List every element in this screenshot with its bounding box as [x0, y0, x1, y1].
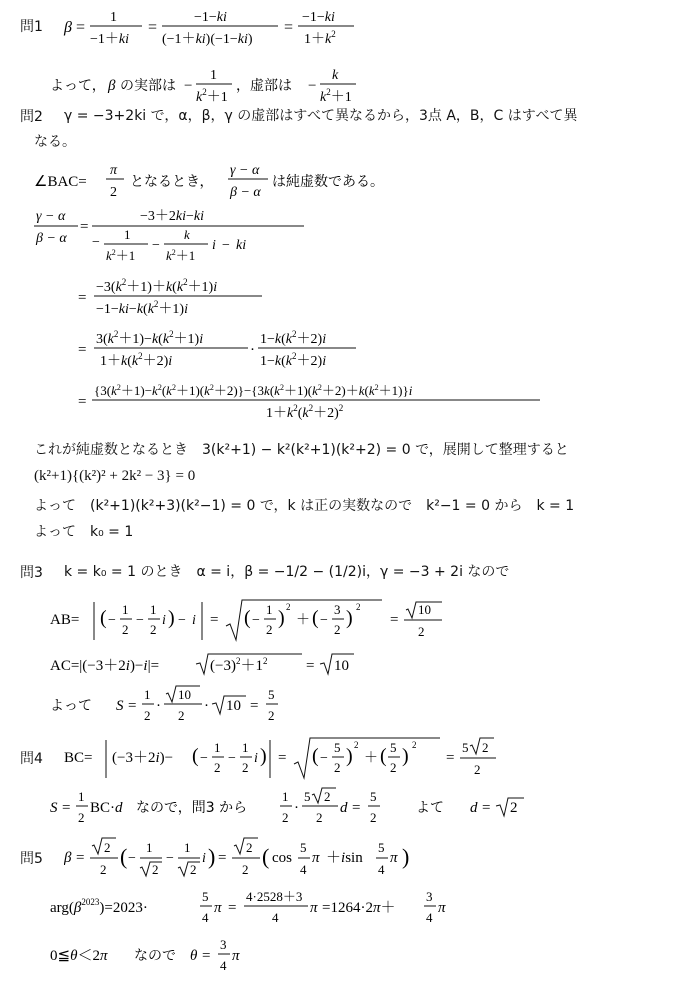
- q2-line1b: [34, 132, 76, 152]
- svg-text:=: =: [284, 19, 294, 36]
- svg-text:4·2528＋3: 4·2528＋3: [246, 889, 303, 904]
- svg-text:ki: ki: [236, 238, 247, 253]
- q3-line1-text: k = k₀ = 1 のとき α = i，β = −1/2 − (1/2)i，γ = −3 + 2i なので: [64, 564, 510, 580]
- svg-text:2: 2: [334, 760, 341, 775]
- svg-text:−: −: [136, 613, 144, 628]
- svg-text:2: 2: [418, 624, 425, 639]
- svg-text:，虚部は: ，虚部は: [236, 78, 292, 94]
- svg-text:3: 3: [334, 602, 341, 617]
- svg-text:−: −: [320, 613, 328, 628]
- svg-text:π: π: [232, 948, 240, 964]
- svg-text:よって: よって: [50, 698, 92, 714]
- svg-text:2: 2: [152, 862, 159, 877]
- svg-text:2: 2: [412, 740, 417, 750]
- q2-line5: [34, 496, 574, 516]
- svg-text:=: =: [76, 850, 85, 866]
- svg-text:π: π: [310, 900, 318, 916]
- svg-text:(−3＋2i)−: (−3＋2i)−: [112, 750, 174, 766]
- svg-text:=: =: [128, 698, 137, 714]
- svg-text:3(k2＋1)−k(k2＋1)i: $3(k^2+1)-k(k^2+1)i$: [96, 329, 204, 347]
- svg-text:π: π: [390, 850, 398, 866]
- q4-bc-equation: [64, 734, 504, 784]
- svg-text:): ): [346, 745, 353, 767]
- svg-text:k: k: [184, 227, 190, 242]
- q3-block: [20, 562, 43, 583]
- svg-text:): ): [168, 607, 175, 629]
- svg-text:(: (: [100, 607, 107, 629]
- svg-text:2: 2: [390, 760, 397, 775]
- svg-text:(−3)2＋12: $(-3)^2+1^2$: [210, 656, 268, 674]
- svg-text:·: ·: [204, 698, 209, 714]
- svg-text:3: 3: [220, 937, 227, 952]
- svg-text:−1−ki−k(k2＋1)i: $-1-ki-k(k^2+1)i$: [96, 299, 188, 317]
- svg-text:β: β: [64, 850, 72, 866]
- svg-text:−: −: [128, 851, 136, 866]
- svg-text:=1264·2π＋: =1264·2π＋: [322, 900, 396, 916]
- svg-text:=: =: [210, 612, 219, 628]
- svg-text:=: =: [148, 19, 158, 36]
- svg-text:10: 10: [226, 698, 241, 714]
- svg-text:2: 2: [324, 789, 331, 804]
- svg-text:): ): [278, 607, 285, 629]
- svg-text:γ − α: γ − α: [36, 209, 66, 224]
- svg-text:=: =: [228, 900, 237, 916]
- svg-text:−: −: [166, 851, 174, 866]
- svg-text:1: 1: [144, 687, 151, 702]
- q2-line1: [64, 106, 577, 126]
- svg-text:k2＋1: $k^2+1$: [106, 248, 136, 263]
- svg-text:=: =: [78, 290, 87, 306]
- svg-text:2: 2: [268, 708, 275, 723]
- svg-text:2: 2: [178, 708, 185, 723]
- svg-text:2: 2: [356, 602, 361, 612]
- svg-text:2: 2: [190, 862, 197, 877]
- svg-text:10: 10: [334, 658, 349, 674]
- svg-text:−: −: [222, 238, 230, 253]
- svg-text:(: (: [192, 745, 199, 767]
- svg-text:1: 1: [242, 740, 249, 755]
- svg-text:π: π: [214, 900, 222, 916]
- q3-line1: [64, 562, 509, 582]
- svg-text:β: β: [108, 78, 116, 94]
- svg-text:5: 5: [300, 840, 307, 855]
- svg-text:(: (: [312, 745, 319, 767]
- svg-text:(−1＋ki)(−1−ki): (−1＋ki)(−1−ki): [162, 32, 253, 47]
- svg-text:π: π: [438, 900, 446, 916]
- svg-text:2: 2: [266, 622, 273, 637]
- svg-text:2: 2: [370, 810, 377, 825]
- svg-text:−: −: [92, 235, 100, 250]
- svg-text:arg(β2023)=2023·: $arg(\beta^{2023})=2023\cdot$: [50, 897, 148, 916]
- q3-area-equation: [50, 684, 310, 728]
- svg-text:よて: よて: [416, 800, 444, 816]
- svg-text:の実部は: の実部は: [120, 78, 176, 94]
- svg-text:(: (: [380, 745, 387, 767]
- svg-text:(: (: [120, 844, 128, 869]
- svg-text:＋isin: ＋isin: [326, 850, 363, 866]
- svg-text:5: 5: [268, 687, 275, 702]
- q2-line5-text: よって (k²+1)(k²+3)(k²−1) = 0 で，k は正の実数なので k²−1 = 0 から k = 1: [34, 498, 575, 514]
- svg-text:1: 1: [146, 840, 153, 855]
- svg-text:5: 5: [378, 840, 385, 855]
- q3-ab-equation: [50, 596, 470, 646]
- svg-text:2: 2: [354, 740, 359, 750]
- svg-text:2: 2: [150, 622, 157, 637]
- q2-fraction-step3: [78, 328, 378, 372]
- svg-text:−: −: [200, 751, 208, 766]
- svg-text:4: 4: [378, 862, 385, 877]
- svg-text:2: 2: [242, 760, 249, 775]
- svg-text:·: ·: [294, 800, 299, 816]
- svg-text:2: 2: [282, 810, 289, 825]
- svg-text:θ: θ: [190, 948, 198, 964]
- svg-text:3: 3: [426, 889, 433, 904]
- svg-text:k2＋1: $k^2+1$: [196, 87, 228, 105]
- svg-text:−1−ki: −1−ki: [302, 10, 335, 25]
- svg-text:π: π: [312, 850, 320, 866]
- svg-text:2: 2: [100, 862, 107, 877]
- svg-text:d: d: [340, 800, 348, 816]
- svg-text:5: 5: [462, 740, 469, 755]
- svg-text:): ): [402, 844, 410, 869]
- svg-text:5: 5: [334, 740, 341, 755]
- svg-text:2: 2: [482, 740, 489, 755]
- svg-text:d: d: [470, 800, 478, 816]
- svg-text:−: −: [108, 613, 116, 628]
- svg-text:): ): [208, 844, 216, 869]
- equation-text-forms: [0, 0, 1, 1]
- svg-text:1: 1: [124, 227, 131, 242]
- svg-text:2: 2: [316, 810, 323, 825]
- svg-text:=: =: [278, 750, 287, 766]
- svg-text:2: 2: [110, 185, 117, 200]
- q2-fraction-step4: [78, 380, 558, 424]
- svg-text:BC·d: BC·d: [90, 800, 123, 816]
- svg-text:π: π: [110, 163, 118, 178]
- q3-ac-equation: [50, 652, 370, 678]
- svg-text:＋: ＋: [296, 613, 310, 628]
- svg-text:=: =: [202, 948, 211, 964]
- svg-text:=: =: [352, 800, 361, 816]
- svg-text:10: 10: [418, 602, 431, 617]
- q2-heading: 問2: [20, 109, 43, 125]
- svg-text:2: 2: [334, 622, 341, 637]
- svg-text:=: =: [390, 612, 399, 628]
- svg-text:cos: cos: [272, 850, 292, 866]
- svg-text:k: k: [332, 68, 339, 83]
- svg-text:=: =: [306, 658, 315, 674]
- q3-heading: 問3: [20, 565, 43, 581]
- svg-text:γ − α: γ − α: [230, 163, 260, 178]
- svg-text:1: 1: [122, 602, 129, 617]
- svg-text:5: 5: [304, 789, 311, 804]
- svg-text:1−k(k2＋2)i: $1-k(k^2+2)i$: [260, 351, 327, 369]
- svg-text:k2＋1: $k^2+1$: [320, 87, 352, 105]
- svg-text:1: 1: [282, 789, 289, 804]
- svg-text:β: β: [64, 19, 72, 36]
- svg-text:{3(k2＋1)−k2(k2＋1)(k2＋2)}−{3k(k: $\{3(k^2+1)-k^2(k^2+1)(k^2+2)\}-\{3k(k^2+1)(k^2+2)+k(k^2+1)\}i$: [94, 383, 413, 398]
- svg-text:4: 4: [272, 910, 279, 925]
- q2-angle-condition: [34, 160, 454, 204]
- svg-text:i: i: [254, 751, 258, 766]
- q1-real-imag-formula: [50, 66, 410, 108]
- q2-line6-text: よって k₀ = 1: [34, 524, 134, 540]
- svg-text:となるとき，: となるとき，: [130, 174, 214, 190]
- svg-text:−: −: [178, 613, 186, 628]
- svg-text:1: 1: [266, 602, 273, 617]
- svg-text:2: 2: [474, 762, 481, 777]
- svg-text:S: S: [50, 800, 58, 816]
- svg-text:は純虚数である。: は純虚数である。: [272, 174, 384, 190]
- svg-text:2: 2: [122, 622, 129, 637]
- svg-text:−: −: [252, 613, 260, 628]
- svg-text:4: 4: [426, 910, 433, 925]
- q1-beta-equation: [62, 6, 392, 48]
- q2-line4-text: (k²+1){(k²)² + 2k² − 3} = 0: [34, 468, 196, 484]
- q2-line4: [34, 466, 195, 486]
- q2-line3: [34, 440, 569, 460]
- svg-text:10: 10: [178, 687, 191, 702]
- svg-text:5: 5: [370, 789, 377, 804]
- q1-block: [20, 16, 43, 37]
- q2-line6: [34, 522, 133, 542]
- svg-text:なので: なので: [134, 948, 176, 964]
- svg-text:−1＋ki: −1＋ki: [90, 32, 130, 47]
- q4-distance-equation: [50, 786, 570, 830]
- svg-text:AB=: AB=: [50, 612, 80, 628]
- q2-fraction-step1: [34, 204, 334, 270]
- svg-text:−3(k2＋1)＋k(k2＋1)i: $-3(k^2+1)+k(k^2+1)i$: [96, 277, 218, 295]
- svg-text:S: S: [116, 698, 124, 714]
- svg-text:=: =: [446, 750, 455, 766]
- svg-text:−: −: [308, 78, 317, 94]
- svg-text:−3＋2ki−ki: −3＋2ki−ki: [140, 209, 205, 224]
- svg-text:5: 5: [390, 740, 397, 755]
- svg-text:=: =: [80, 219, 89, 235]
- svg-text:1: 1: [110, 10, 117, 25]
- svg-text:(: (: [262, 844, 270, 869]
- q5-block: [20, 848, 43, 869]
- svg-text:=: =: [482, 800, 491, 816]
- svg-text:よって，: よって，: [50, 78, 106, 94]
- svg-text:0≦θ＜2π: 0≦θ＜2π: [50, 948, 108, 964]
- svg-text:4: 4: [220, 958, 227, 973]
- svg-text:): ): [260, 745, 267, 767]
- q5-arg-equation: [50, 886, 470, 930]
- q5-theta-equation: [50, 934, 310, 978]
- svg-text:−: −: [152, 238, 160, 253]
- svg-text:2: 2: [286, 602, 291, 612]
- svg-text:i: i: [192, 613, 196, 628]
- svg-text:1−k(k2＋2)i: $1-k(k^2+2)i$: [260, 329, 327, 347]
- svg-text:2: 2: [144, 708, 151, 723]
- q2-line1-text: γ = −3+2ki で，α，β，γ の虚部はすべて異なるから，3点 A，B，C はすべて異: [64, 108, 578, 124]
- svg-text:=: =: [62, 800, 71, 816]
- svg-text:(: (: [244, 607, 251, 629]
- q5-heading: 問5: [20, 851, 43, 867]
- svg-text:2: 2: [246, 840, 253, 855]
- svg-text:2: 2: [104, 840, 111, 855]
- svg-text:=: =: [78, 394, 87, 410]
- svg-text:5: 5: [202, 889, 209, 904]
- svg-text:1＋k(k2＋2)i: $1+k(k^2+2)i$: [100, 351, 173, 369]
- svg-text:(: (: [312, 607, 319, 629]
- svg-text:1: 1: [184, 840, 191, 855]
- svg-text:∠BAC=: ∠BAC=: [34, 174, 87, 190]
- q5-beta-polar: [64, 834, 464, 884]
- svg-text:AC=|(−3＋2i)−i|=: AC=|(−3＋2i)−i|=: [50, 658, 160, 674]
- q1-eq1-text: [0, 0, 1, 1]
- q2-block: [20, 106, 43, 127]
- svg-text:1: 1: [78, 789, 85, 804]
- q4-block: [20, 748, 43, 769]
- svg-text:−1−ki: −1−ki: [194, 10, 227, 25]
- svg-text:2: 2: [510, 800, 518, 816]
- svg-text:=: =: [78, 342, 87, 358]
- svg-text:=: =: [76, 19, 86, 36]
- svg-text:2: 2: [78, 810, 85, 825]
- svg-text:): ): [402, 745, 409, 767]
- q4-heading: 問4: [20, 751, 43, 767]
- svg-text:−: −: [184, 78, 193, 94]
- q2-fraction-step2: [78, 276, 338, 320]
- svg-text:＋: ＋: [364, 751, 378, 766]
- svg-text:·: ·: [156, 698, 161, 714]
- svg-text:k2＋1: $k^2+1$: [166, 248, 196, 263]
- svg-text:i: i: [162, 613, 166, 628]
- q2-line3-text: これが純虚数となるとき 3(k²+1) − k²(k²+1)(k²+2) = 0 で，展開して整理すると: [34, 442, 569, 458]
- svg-text:BC=: BC=: [64, 750, 93, 766]
- svg-text:4: 4: [202, 910, 209, 925]
- svg-text:i: i: [212, 238, 216, 253]
- svg-text:β − α: β − α: [230, 185, 261, 200]
- svg-text:−: −: [228, 751, 236, 766]
- svg-text:=: =: [218, 850, 227, 866]
- svg-text:1: 1: [210, 68, 217, 83]
- svg-text:2: 2: [214, 760, 221, 775]
- svg-text:なので，問3 から: なので，問3 から: [136, 800, 248, 816]
- svg-text:−: −: [320, 751, 328, 766]
- svg-text:2: 2: [242, 862, 249, 877]
- q2-line1b-text: なる。: [34, 134, 76, 150]
- svg-text:1＋k2(k2＋2)2: $1+k^2(k^2+2)^2$: [266, 403, 344, 421]
- q1-heading: 問1: [20, 19, 43, 35]
- svg-text:1: 1: [150, 602, 157, 617]
- svg-text:·: ·: [250, 342, 255, 358]
- svg-text:4: 4: [300, 862, 307, 877]
- svg-text:i: i: [202, 851, 206, 866]
- svg-text:1: 1: [214, 740, 221, 755]
- svg-text:1＋k2: $1+k^2$: [304, 29, 336, 47]
- svg-text:β − α: β − α: [36, 231, 67, 246]
- svg-text:=: =: [250, 698, 259, 714]
- svg-text:): ): [346, 607, 353, 629]
